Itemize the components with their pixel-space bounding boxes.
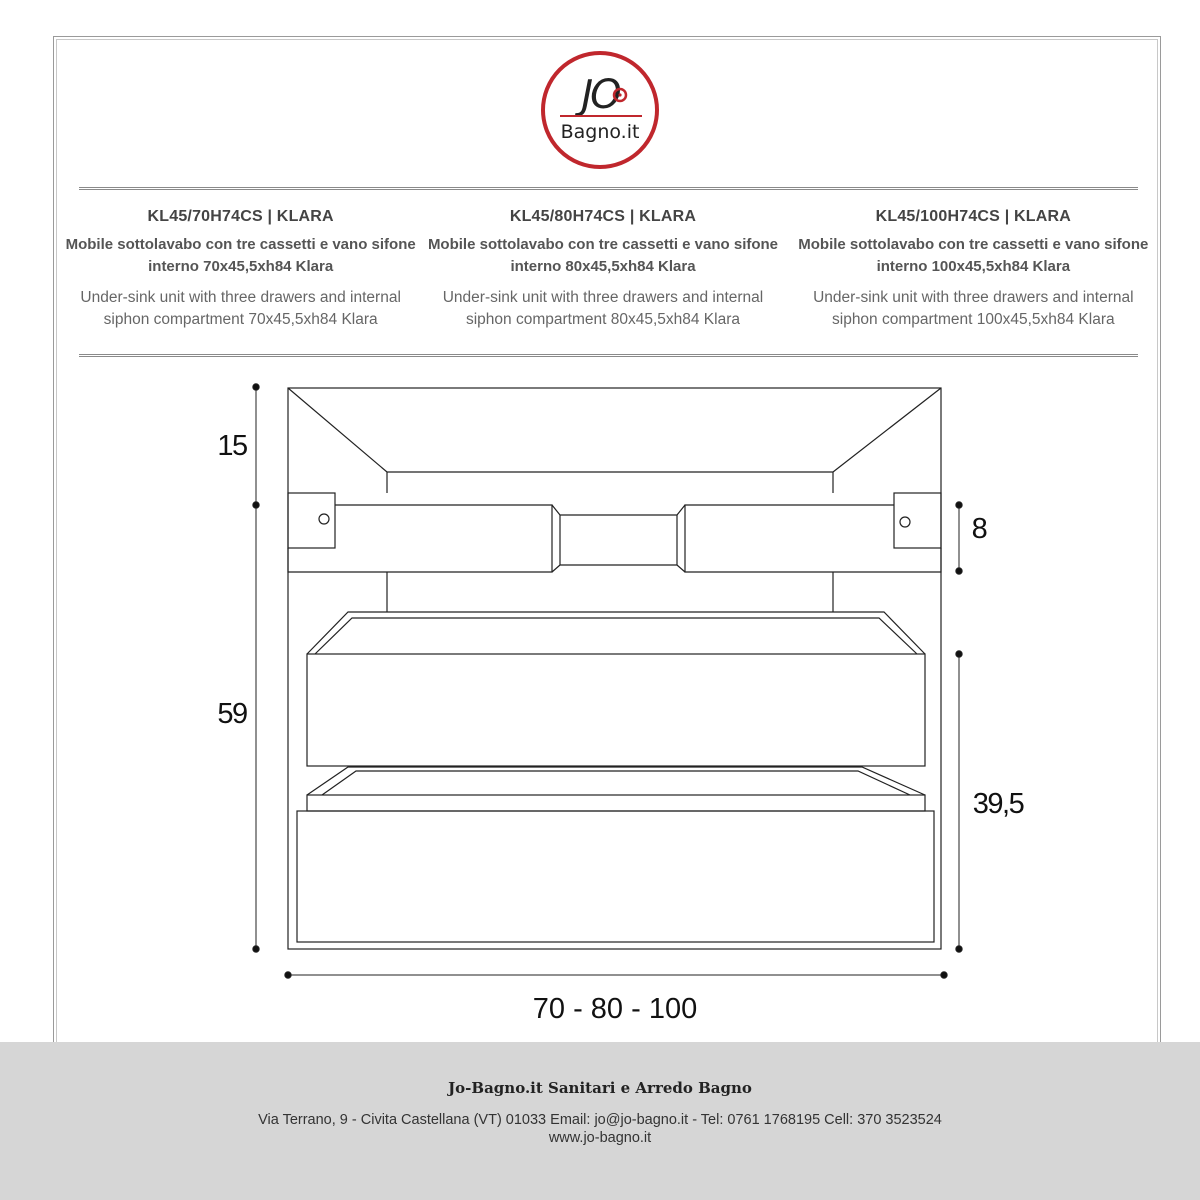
- dim-top-height: 15: [217, 430, 247, 462]
- dimension-dot: [253, 502, 259, 508]
- product-description-en: Under-sink unit with three drawers and internal siphon compartment 80x45,5xh84 Klara: [442, 289, 764, 328]
- product-description-en: Under-sink unit with three drawers and internal siphon compartment 100x45,5xh84 Klara: [813, 289, 1134, 328]
- product-description-it: Mobile sottolavabo con tre cassetti e vano sifone interno 100x45,5xh84 Klara: [798, 236, 1149, 275]
- logo-bagno-text: Bagno.it: [560, 121, 640, 143]
- dim-drawer-front: 8: [971, 513, 987, 545]
- footer: [0, 1042, 1200, 1200]
- footer-website[interactable]: www.jo-bagno.it: [548, 1130, 652, 1146]
- dimension-dot: [253, 946, 259, 952]
- product-code: KL45/70H74CS | KLARA: [147, 208, 334, 225]
- product-description-it: Mobile sottolavabo con tre cassetti e vano sifone interno 70x45,5xh84 Klara: [65, 236, 416, 275]
- dim-lower-height: 39,5: [972, 788, 1024, 820]
- siphon-bar: [288, 493, 941, 572]
- dim-widths: 70 - 80 - 100: [532, 993, 698, 1025]
- product-code: KL45/100H74CS | KLARA: [875, 208, 1072, 225]
- product-description-en: Under-sink unit with three drawers and internal siphon compartment 70x45,5xh84 Klara: [80, 289, 401, 328]
- logo-jo-text: JO: [581, 72, 619, 118]
- product-description-it: Mobile sottolavabo con tre cassetti e vano sifone interno 80x45,5xh84 Klara: [427, 236, 779, 275]
- dim-body-height: 59: [217, 698, 247, 730]
- footer-address: Via Terrano, 9 - Civita Castellana (VT) 01033 Email: jo@jo-bagno.it - Tel: 0761 1768195 Cell: 370 3523524: [258, 1112, 942, 1128]
- drawer-lower: [297, 767, 934, 942]
- footer-company: Jo-Bagno.it Sanitari e Arredo Bagno: [448, 1079, 752, 1097]
- product-code: KL45/80H74CS | KLARA: [509, 208, 697, 225]
- dimension-dot: [253, 384, 259, 390]
- drawer-upper: [307, 612, 925, 766]
